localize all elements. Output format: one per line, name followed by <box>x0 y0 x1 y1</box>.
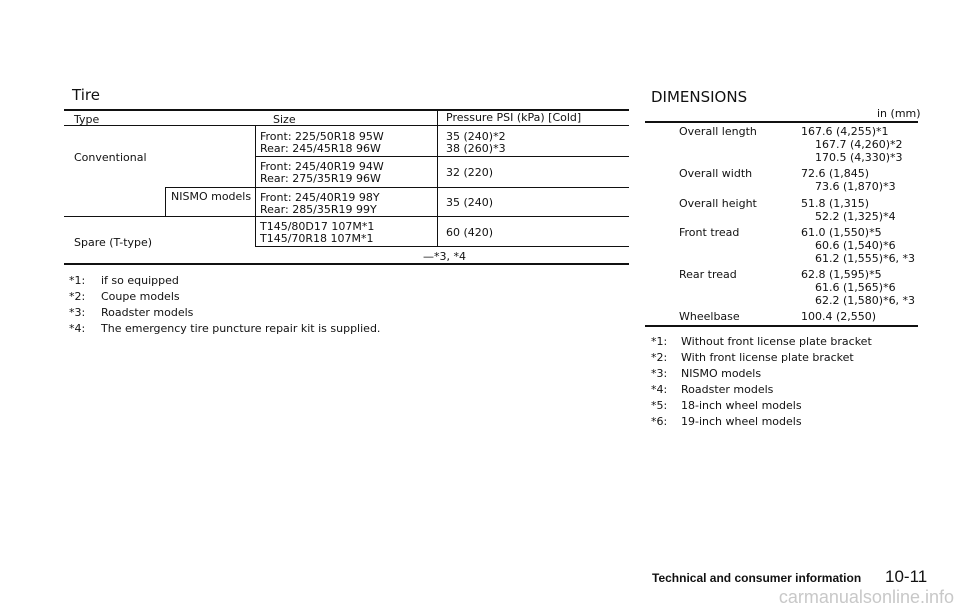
column-divider-size <box>255 125 256 247</box>
row2-rule <box>165 187 629 188</box>
dimension-value: 170.5 (4,330)*3 <box>815 151 903 164</box>
footnote-text: 18-inch wheel models <box>681 399 802 412</box>
dimension-value: 62.2 (1,580)*6, *3 <box>815 294 916 307</box>
header-type: Type <box>74 113 100 126</box>
row2-pressure: 32 (220) <box>446 166 494 179</box>
dimensions-title: DIMENSIONS <box>651 88 748 106</box>
type-spare: Spare (T-type) <box>74 236 153 249</box>
header-pressure: Pressure PSI (kPa) [Cold] <box>446 111 582 124</box>
footnote-text: Roadster models <box>681 383 774 396</box>
footnote-key: *3: <box>69 306 86 319</box>
footnote-key: *2: <box>651 351 668 364</box>
row2-size-front: Front: 245/40R19 94W <box>260 160 384 173</box>
row2-size-rear: Rear: 275/35R19 96W <box>260 172 381 185</box>
footnote-key: *1: <box>651 335 668 348</box>
dimension-value: 72.6 (1,845) <box>801 167 870 180</box>
row1-size-front: Front: 225/50R18 95W <box>260 130 384 143</box>
spare-note: —*3, *4 <box>423 250 466 263</box>
column-divider-pressure <box>437 109 438 247</box>
footnote-text: Coupe models <box>101 290 180 303</box>
type-nismo: NISMO models <box>171 190 252 203</box>
footnote-text: NISMO models <box>681 367 762 380</box>
row1-rule <box>255 156 629 157</box>
tire-title: Tire <box>72 86 100 104</box>
dimensions-bottom-rule <box>645 325 918 327</box>
footnote-text: if so equipped <box>101 274 179 287</box>
row1-pressure-coupe: 35 (240)*2 <box>446 130 506 143</box>
spare-rule <box>255 246 629 247</box>
dimension-value: 61.2 (1,555)*6, *3 <box>815 252 916 265</box>
dimensions-top-rule <box>645 121 918 123</box>
table-bottom-rule <box>64 263 629 265</box>
footnote-text: Roadster models <box>101 306 194 319</box>
header-size: Size <box>273 113 296 126</box>
dimension-value: 51.8 (1,315) <box>801 197 870 210</box>
dimension-label: Overall length <box>679 125 757 138</box>
footnote-key: *2: <box>69 290 86 303</box>
row3-size-rear: Rear: 285/35R19 99Y <box>260 203 377 216</box>
footnote-key: *1: <box>69 274 86 287</box>
row3-size-front: Front: 245/40R19 98Y <box>260 191 380 204</box>
footnote-key: *4: <box>651 383 668 396</box>
dimension-value: 73.6 (1,870)*3 <box>815 180 896 193</box>
watermark: carmanualsonline.info <box>778 587 954 607</box>
dimension-value: 61.6 (1,565)*6 <box>815 281 896 294</box>
footer-section-title: Technical and consumer information <box>652 571 862 585</box>
row1-size-rear: Rear: 245/45R18 96W <box>260 142 381 155</box>
footnote-key: *5: <box>651 399 668 412</box>
dimension-value: 52.2 (1,325)*4 <box>815 210 896 223</box>
type-conventional: Conventional <box>74 151 147 164</box>
row3-rule <box>64 216 629 217</box>
dimension-label: Wheelbase <box>679 310 740 323</box>
dimension-label: Overall height <box>679 197 757 210</box>
row3-pressure: 35 (240) <box>446 196 494 209</box>
footnote-text: With front license plate bracket <box>681 351 854 364</box>
header-rule <box>64 125 629 126</box>
footnote-text: 19-inch wheel models <box>681 415 802 428</box>
dimension-value: 100.4 (2,550) <box>801 310 877 323</box>
dimension-label: Rear tread <box>679 268 737 281</box>
page-number: 10-11 <box>885 567 928 586</box>
spare-size-18: T145/70R18 107M*1 <box>260 232 374 245</box>
dimension-value: 62.8 (1,595)*5 <box>801 268 882 281</box>
dimension-value: 60.6 (1,540)*6 <box>815 239 896 252</box>
spare-size-17: T145/80D17 107M*1 <box>260 220 375 233</box>
footnote-key: *6: <box>651 415 668 428</box>
footnote-key: *4: <box>69 322 86 335</box>
dimensions-unit: in (mm) <box>877 107 921 120</box>
spare-pressure: 60 (420) <box>446 226 494 239</box>
dimension-label: Overall width <box>679 167 753 180</box>
dimension-label: Front tread <box>679 226 740 239</box>
footnote-text: Without front license plate bracket <box>681 335 872 348</box>
footnote-key: *3: <box>651 367 668 380</box>
column-divider-subtype <box>165 187 166 216</box>
footnote-text: The emergency tire puncture repair kit is supplied. <box>101 322 381 335</box>
row1-pressure-roadster: 38 (260)*3 <box>446 142 506 155</box>
dimension-value: 167.6 (4,255)*1 <box>801 125 889 138</box>
dimension-value: 167.7 (4,260)*2 <box>815 138 903 151</box>
dimension-value: 61.0 (1,550)*5 <box>801 226 882 239</box>
